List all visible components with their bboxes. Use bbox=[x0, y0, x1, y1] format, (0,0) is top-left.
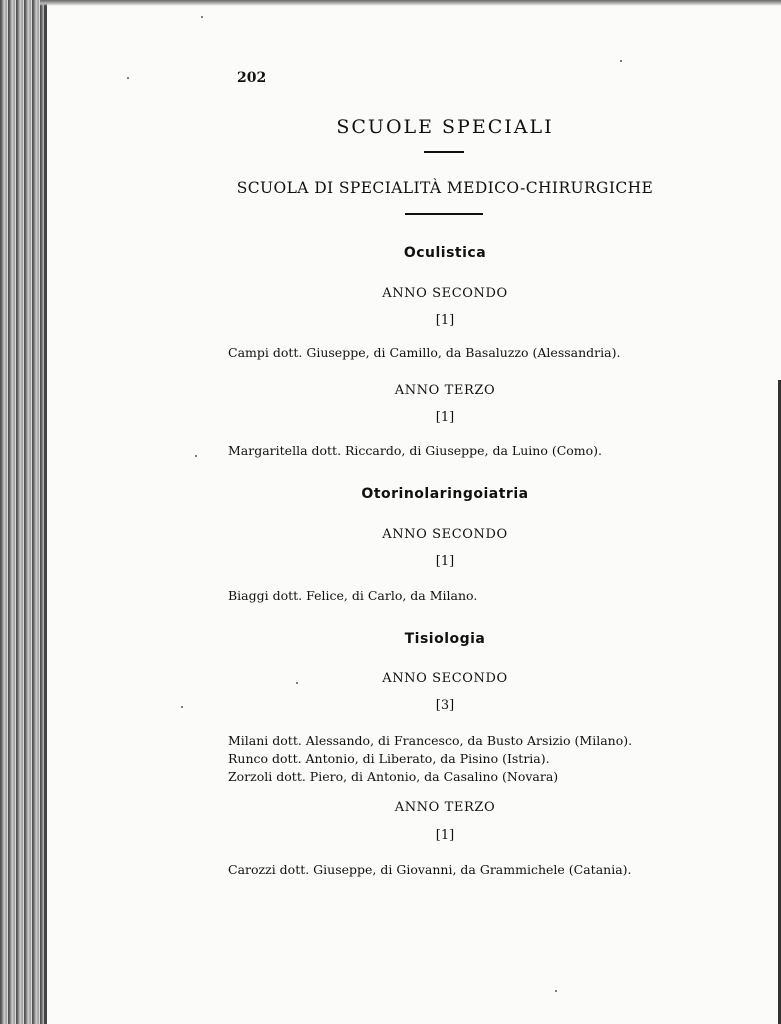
student-count: [3] bbox=[435, 698, 455, 713]
year-label: ANNO SECONDO bbox=[382, 286, 508, 301]
student-count: [1] bbox=[435, 554, 455, 569]
student-entry: Runco dott. Antonio, di Liberato, da Pisino (Istria). bbox=[228, 751, 550, 766]
student-count: [1] bbox=[435, 313, 455, 328]
student-entry: Campi dott. Giuseppe, di Camillo, da Basaluzzo (Alessandria). bbox=[228, 345, 621, 360]
section-heading-tisiologia: Tisiologia bbox=[404, 631, 486, 647]
scan-speck bbox=[195, 455, 197, 457]
year-label: ANNO SECONDO bbox=[382, 671, 508, 686]
main-title: SCUOLE SPECIALI bbox=[336, 116, 554, 138]
scan-speck bbox=[620, 60, 622, 62]
year-label: ANNO TERZO bbox=[394, 800, 496, 815]
page-top-edge bbox=[40, 0, 781, 6]
student-entry: Milani dott. Alessando, di Francesco, da Busto Arsizio (Milano). bbox=[228, 733, 633, 748]
page-number: 202 bbox=[237, 70, 267, 86]
student-count: [1] bbox=[435, 410, 455, 425]
student-entry: Margaritella dott. Riccardo, di Giuseppe, da Luino (Como). bbox=[228, 443, 603, 458]
scan-speck bbox=[181, 706, 183, 708]
subtitle-rule bbox=[405, 213, 483, 215]
subtitle: SCUOLA DI SPECIALITÀ MEDICO-CHIRURGICHE bbox=[236, 179, 654, 197]
student-entry: Biaggi dott. Felice, di Carlo, da Milano. bbox=[228, 588, 478, 603]
scan-speck bbox=[201, 16, 203, 18]
scan-speck bbox=[296, 682, 298, 684]
section-heading-otorinolaringoiatria: Otorinolaringoiatria bbox=[361, 486, 529, 502]
student-count: [1] bbox=[435, 828, 455, 843]
scan-speck bbox=[127, 77, 129, 79]
binding-edge bbox=[44, 0, 47, 1024]
student-entry: Zorzoli dott. Piero, di Antonio, da Casalino (Novara) bbox=[228, 769, 559, 784]
section-heading-oculistica: Oculistica bbox=[403, 245, 487, 261]
title-rule bbox=[424, 151, 464, 153]
year-label: ANNO TERZO bbox=[394, 383, 496, 398]
book-binding bbox=[0, 0, 44, 1024]
year-label: ANNO SECONDO bbox=[382, 527, 508, 542]
student-entry: Carozzi dott. Giuseppe, di Giovanni, da Grammichele (Catania). bbox=[228, 862, 632, 877]
scan-speck bbox=[555, 990, 557, 992]
